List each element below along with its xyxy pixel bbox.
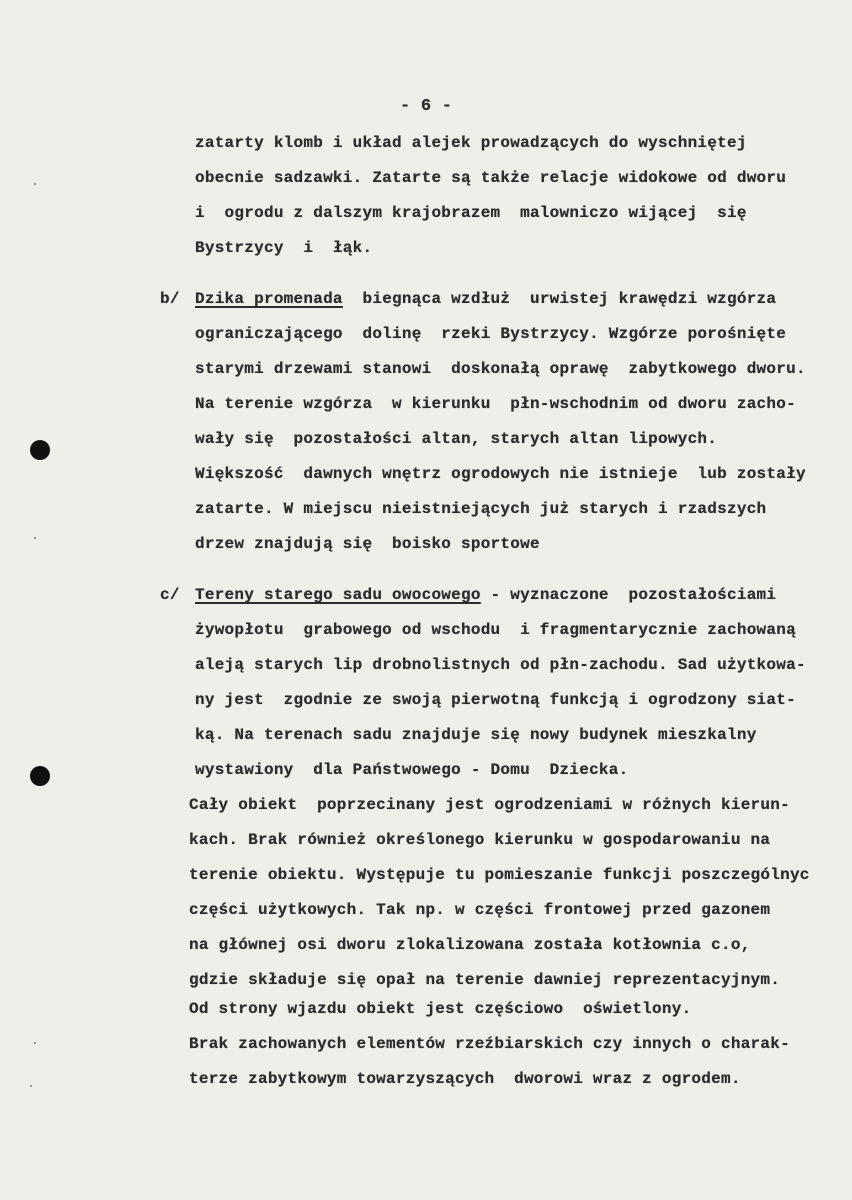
section-c-line: ny jest zgodnie ze swoją pierwotną funkcją i ogrodzony siat- <box>195 691 796 709</box>
closing-line: części użytkowych. Tak np. w części frontowej przed gazonem <box>189 901 771 919</box>
punch-hole-bottom <box>30 766 50 786</box>
section-b-line: wały się pozostałości altan, starych altan lipowych. <box>195 430 718 448</box>
section-c-marker: c/ <box>160 586 180 604</box>
section-c-line: aleją starych lip drobnolistnych od płn-zachodu. Sad użytkowa- <box>195 656 806 674</box>
intro-line: obecnie sadzawki. Zatarte są także relacje widokowe od dworu <box>195 169 787 187</box>
closing-line: terenie obiektu. Występuje tu pomieszanie funkcji poszczególnyc <box>189 866 810 884</box>
scan-speck <box>30 1085 32 1087</box>
section-b-line: Na terenie wzgórza w kierunku płn-wschodnim od dworu zacho- <box>195 395 796 413</box>
section-b-heading: Dzika promenada <box>195 290 343 308</box>
closing-line: Brak zachowanych elementów rzeźbiarskich czy innych o charak- <box>189 1035 790 1053</box>
scan-speck <box>34 183 36 185</box>
section-b-marker: b/ <box>160 290 180 308</box>
intro-line: i ogrodu z dalszym krajobrazem malowniczo wijącej się <box>195 204 747 222</box>
closing-line: terze zabytkowym towarzyszących dworowi wraz z ogrodem. <box>189 1070 741 1088</box>
closing-line: Cały obiekt poprzecinany jest ogrodzeniami w różnych kierun- <box>189 796 790 814</box>
section-b-line: drzew znajdują się boisko sportowe <box>195 535 540 553</box>
page-number: - 6 - <box>400 97 453 116</box>
section-c-line: żywopłotu grabowego od wschodu i fragmentarycznie zachowaną <box>195 621 796 639</box>
scan-speck <box>34 537 36 539</box>
closing-line: na głównej osi dworu zlokalizowana została kotłownia c.o, <box>189 936 751 954</box>
section-c-first-rest: - wyznaczone pozostałościami <box>480 586 777 604</box>
section-c-first-line <box>195 586 776 604</box>
section-c-heading: Tereny starego sadu owocowego <box>195 586 481 604</box>
section-c-line: ką. Na terenach sadu znajduje się nowy budynek mieszkalny <box>195 726 757 744</box>
section-b-line: starymi drzewami stanowi doskonałą oprawę zabytkowego dworu. <box>195 360 806 378</box>
closing-line: Od strony wjazdu obiekt jest częściowo oświetlony. <box>189 1000 692 1018</box>
intro-line: zatarty klomb i układ alejek prowadzących do wyschniętej <box>195 134 747 152</box>
closing-line: gdzie składuje się opał na terenie dawniej reprezentacyjnym. <box>189 971 781 989</box>
punch-hole-top <box>30 440 50 460</box>
scan-speck <box>34 1042 36 1044</box>
section-b-line: ograniczającego dolinę rzeki Bystrzycy. Wzgórze porośnięte <box>195 325 787 343</box>
intro-line: Bystrzycy i łąk. <box>195 239 373 257</box>
closing-line: kach. Brak również określonego kierunku w gospodarowaniu na <box>189 831 771 849</box>
section-b-line: zatarte. W miejscu nieistniejących już starych i rzadszych <box>195 500 767 518</box>
section-c-line: wystawiony dla Państwowego - Domu Dziecka. <box>195 761 629 779</box>
section-b-first-rest: biegnąca wzdłuż urwistej krawędzi wzgórza <box>342 290 777 308</box>
section-b-line: Większość dawnych wnętrz ogrodowych nie istnieje lub zostały <box>195 465 806 483</box>
section-b-first-line <box>195 290 776 308</box>
